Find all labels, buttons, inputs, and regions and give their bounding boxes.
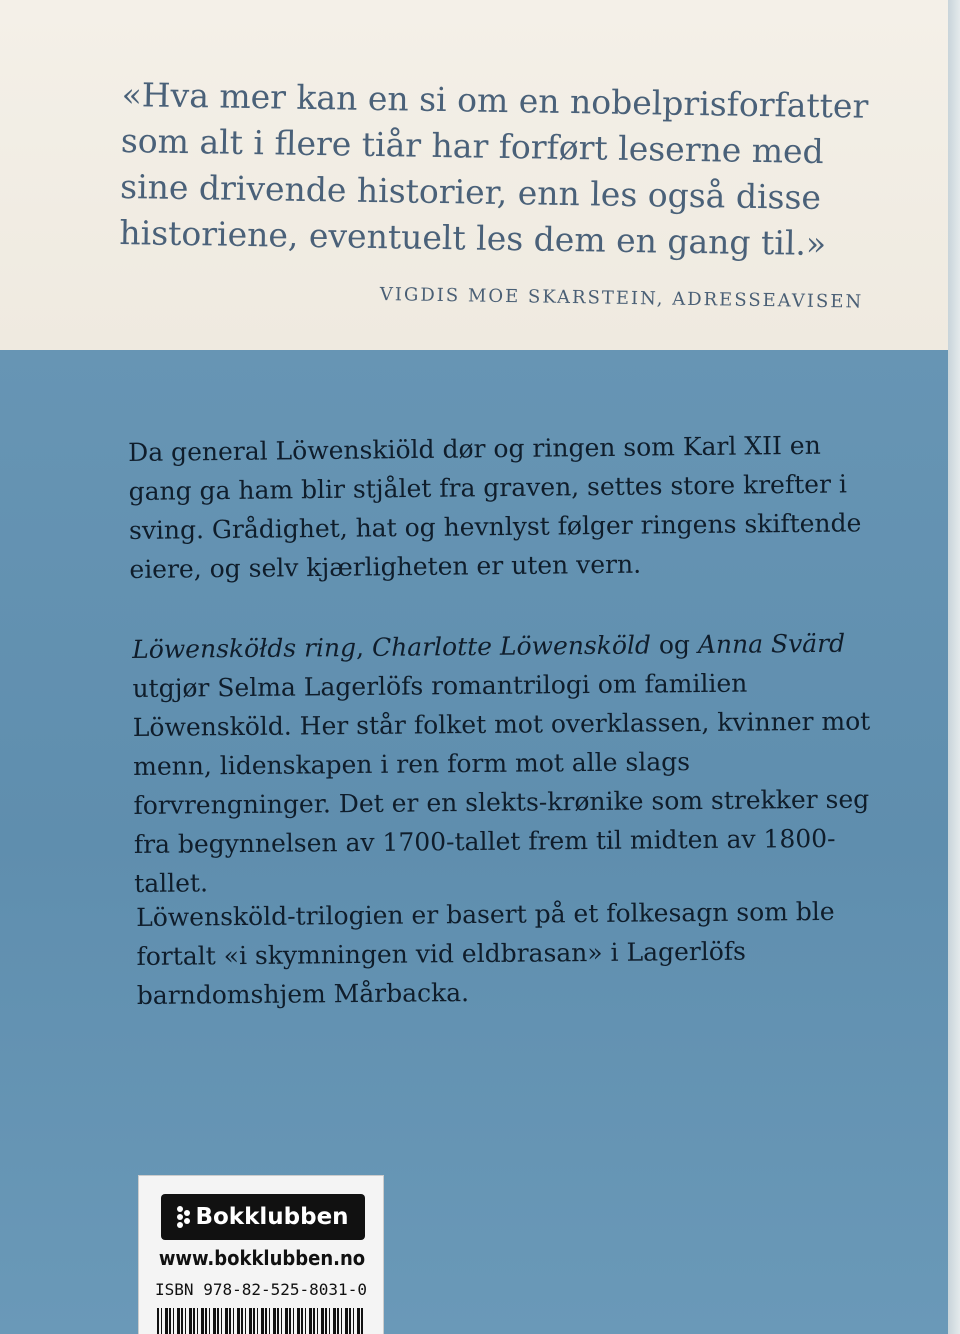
bokklubben-logo-icon	[177, 1206, 191, 1228]
blurb-paragraph-3: Löwensköld-trilogien er basert på et folkesagn som ble fortalt «i skymningen vid eldbrasan» i Lagerlöfs barndomshjem Mårbacka.	[136, 896, 835, 1010]
barcode	[157, 1308, 365, 1334]
book-title-1: Löwensköłds ring	[132, 633, 357, 664]
blurb-paragraph-1: Da general Löwenskiöld dør og ringen som Karl XII en gang ga ham blir stjålet fra graven, settes store krefter i sving. Grådighet, hat og hevnlyst følger ringens skiftende eiere, og selv kjærligheten er uten vern.	[128, 430, 862, 584]
quote-attribution: VIGDIS MOE SKARSTEIN, ADRESSEAVISEN	[379, 284, 864, 313]
isbn-number: ISBN 978-82-525-8031-0	[155, 1280, 367, 1299]
bokklubben-logo	[161, 1194, 365, 1240]
title-separator-2: og	[650, 630, 699, 660]
title-separator-1: ,	[355, 632, 373, 663]
book-title-3: Anna Svärd	[697, 628, 846, 660]
blurb-paragraph-2	[132, 624, 874, 903]
blurb-paragraph-2-rest: utgjør Selma Lagerlöfs romantrilogi om familien Löwensköld. Her står folket mot overklassen, kvinner mot menn, lidenskapen i ren form mot alle slags forvrengninger. Det er en slekts-krønike som strekker seg fra begynnelsen av 1700-tallet frem til midten av 1800-tallet.	[132, 668, 871, 898]
book-title-2: Charlotte Löwensköld	[371, 630, 652, 662]
bokklubben-brand: Bokklubben	[195, 1204, 349, 1230]
page-edge	[948, 0, 960, 1334]
bokklubben-url: www.bokklubben.no	[158, 1246, 366, 1270]
bokklubben-sticker	[138, 1175, 384, 1334]
review-quote: «Hva mer kan en si om en nobelprisforfatter som alt i flere tiår har forført leserne med sine drivende historier, enn les også disse historiene, eventuelt les dem en gang til.»	[119, 74, 869, 264]
